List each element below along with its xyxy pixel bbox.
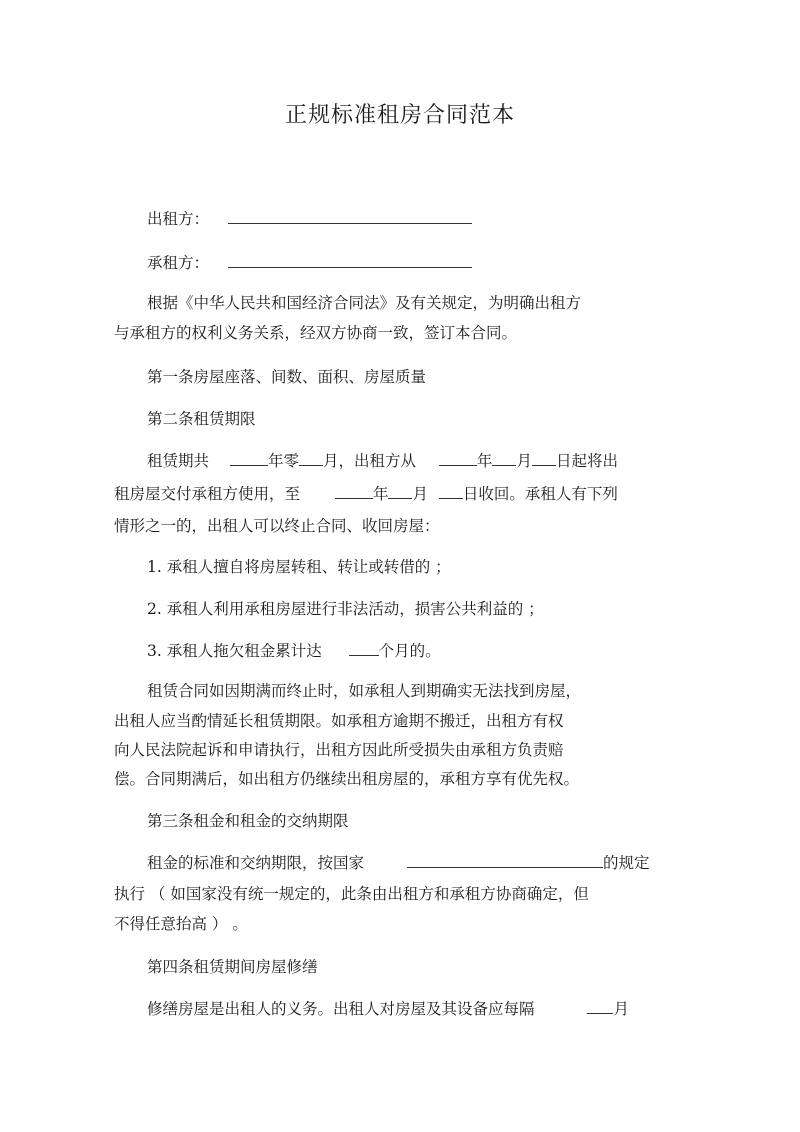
end-year-blank bbox=[335, 484, 373, 499]
start-month-blank bbox=[492, 451, 516, 466]
term-text: 年零 bbox=[267, 452, 299, 470]
term-text: 月 bbox=[516, 452, 532, 470]
article-3-line-2: 执行 （ 如国家没有统一规定的，此条由出租方和承租方协商确定，但 bbox=[114, 885, 589, 903]
expiry-line-3: 向人民法院起诉和申请执行，出租方因此所受损失由承租方负责赔 bbox=[114, 741, 564, 759]
expiry-line-1: 租赁合同如因期满而终止时，如承租人到期确实无法找到房屋， bbox=[147, 682, 582, 700]
article-2-heading: 第二条租赁期限 bbox=[147, 410, 256, 428]
article-3-heading: 第三条租金和租金的交纳期限 bbox=[147, 812, 349, 830]
lessee-line bbox=[147, 252, 472, 274]
national-standard-blank bbox=[407, 853, 603, 868]
term-months-blank bbox=[299, 451, 323, 466]
list-item-text: 3. 承租人拖欠租金累计达 bbox=[147, 642, 322, 660]
article-3-text: 租金的标准和交纳期限，按国家 bbox=[147, 854, 365, 872]
list-item-suffix: 个月的。 bbox=[378, 642, 441, 660]
document-title: 正规标准租房合同范本 bbox=[284, 103, 515, 128]
intro-line-2: 与承租方的权利义务关系，经双方协商一致，签订本合同。 bbox=[114, 324, 518, 342]
article-2-term-line-3: 情形之一的，出租人可以终止合同、收回房屋： bbox=[114, 517, 440, 535]
term-text: 租赁期共 bbox=[147, 452, 210, 470]
term-text: 年 bbox=[476, 452, 493, 470]
repair-interval-blank bbox=[587, 999, 613, 1014]
arrears-months-blank bbox=[349, 641, 379, 656]
lessor-blank bbox=[228, 209, 472, 224]
expiry-line-2: 出租人应当酌情延长租赁期限。如承租方逾期不搬迁，出租方有权 bbox=[114, 712, 564, 730]
term-text: 日起将出 bbox=[555, 452, 618, 470]
article-4-line-1 bbox=[147, 998, 629, 1020]
intro-line-1: 根据《中华人民共和国经济合同法》及有关规定，为明确出租方 bbox=[147, 294, 582, 312]
article-4-text: 修缮房屋是出租人的义务。出租人对房屋及其设备应每隔 bbox=[147, 1000, 535, 1018]
term-text: 月 bbox=[412, 485, 428, 503]
start-year-blank bbox=[439, 451, 477, 466]
list-item: 2. 承租人利用承租房屋进行非法活动，损害公共利益的 ； bbox=[147, 600, 544, 618]
article-4-heading: 第四条租赁期间房屋修缮 bbox=[147, 958, 318, 976]
article-4-text: 月 bbox=[613, 1000, 629, 1018]
start-day-blank bbox=[532, 451, 556, 466]
lessor-line bbox=[147, 208, 472, 230]
end-month-blank bbox=[388, 484, 412, 499]
article-3-line-1 bbox=[147, 852, 649, 874]
lessee-label: 承租方： bbox=[147, 254, 210, 272]
term-text: 月，出租方从 bbox=[322, 452, 416, 470]
term-text: 租房屋交付承租方使用，至 bbox=[114, 485, 301, 503]
lessor-label: 出租方： bbox=[147, 210, 210, 228]
lessee-blank bbox=[228, 253, 472, 268]
article-3-text: 的规定 bbox=[602, 854, 650, 872]
term-text: 日收回。承租人有下列 bbox=[462, 485, 618, 503]
term-years-blank bbox=[230, 451, 268, 466]
list-item bbox=[147, 640, 441, 662]
end-day-blank bbox=[439, 484, 463, 499]
term-text: 年 bbox=[372, 485, 389, 503]
expiry-line-4: 偿。合同期满后，如出租方仍继续出租房屋的，承租方享有优先权。 bbox=[114, 770, 580, 788]
article-2-term-line-1 bbox=[147, 450, 618, 472]
list-item: 1. 承租人擅自将房屋转租、转让或转借的 ； bbox=[147, 558, 451, 576]
article-3-line-3: 不得任意抬高 ） 。 bbox=[114, 915, 248, 933]
article-2-term-line-2 bbox=[114, 483, 618, 505]
article-1-heading: 第一条房屋座落、间数、面积、房屋质量 bbox=[147, 368, 427, 386]
